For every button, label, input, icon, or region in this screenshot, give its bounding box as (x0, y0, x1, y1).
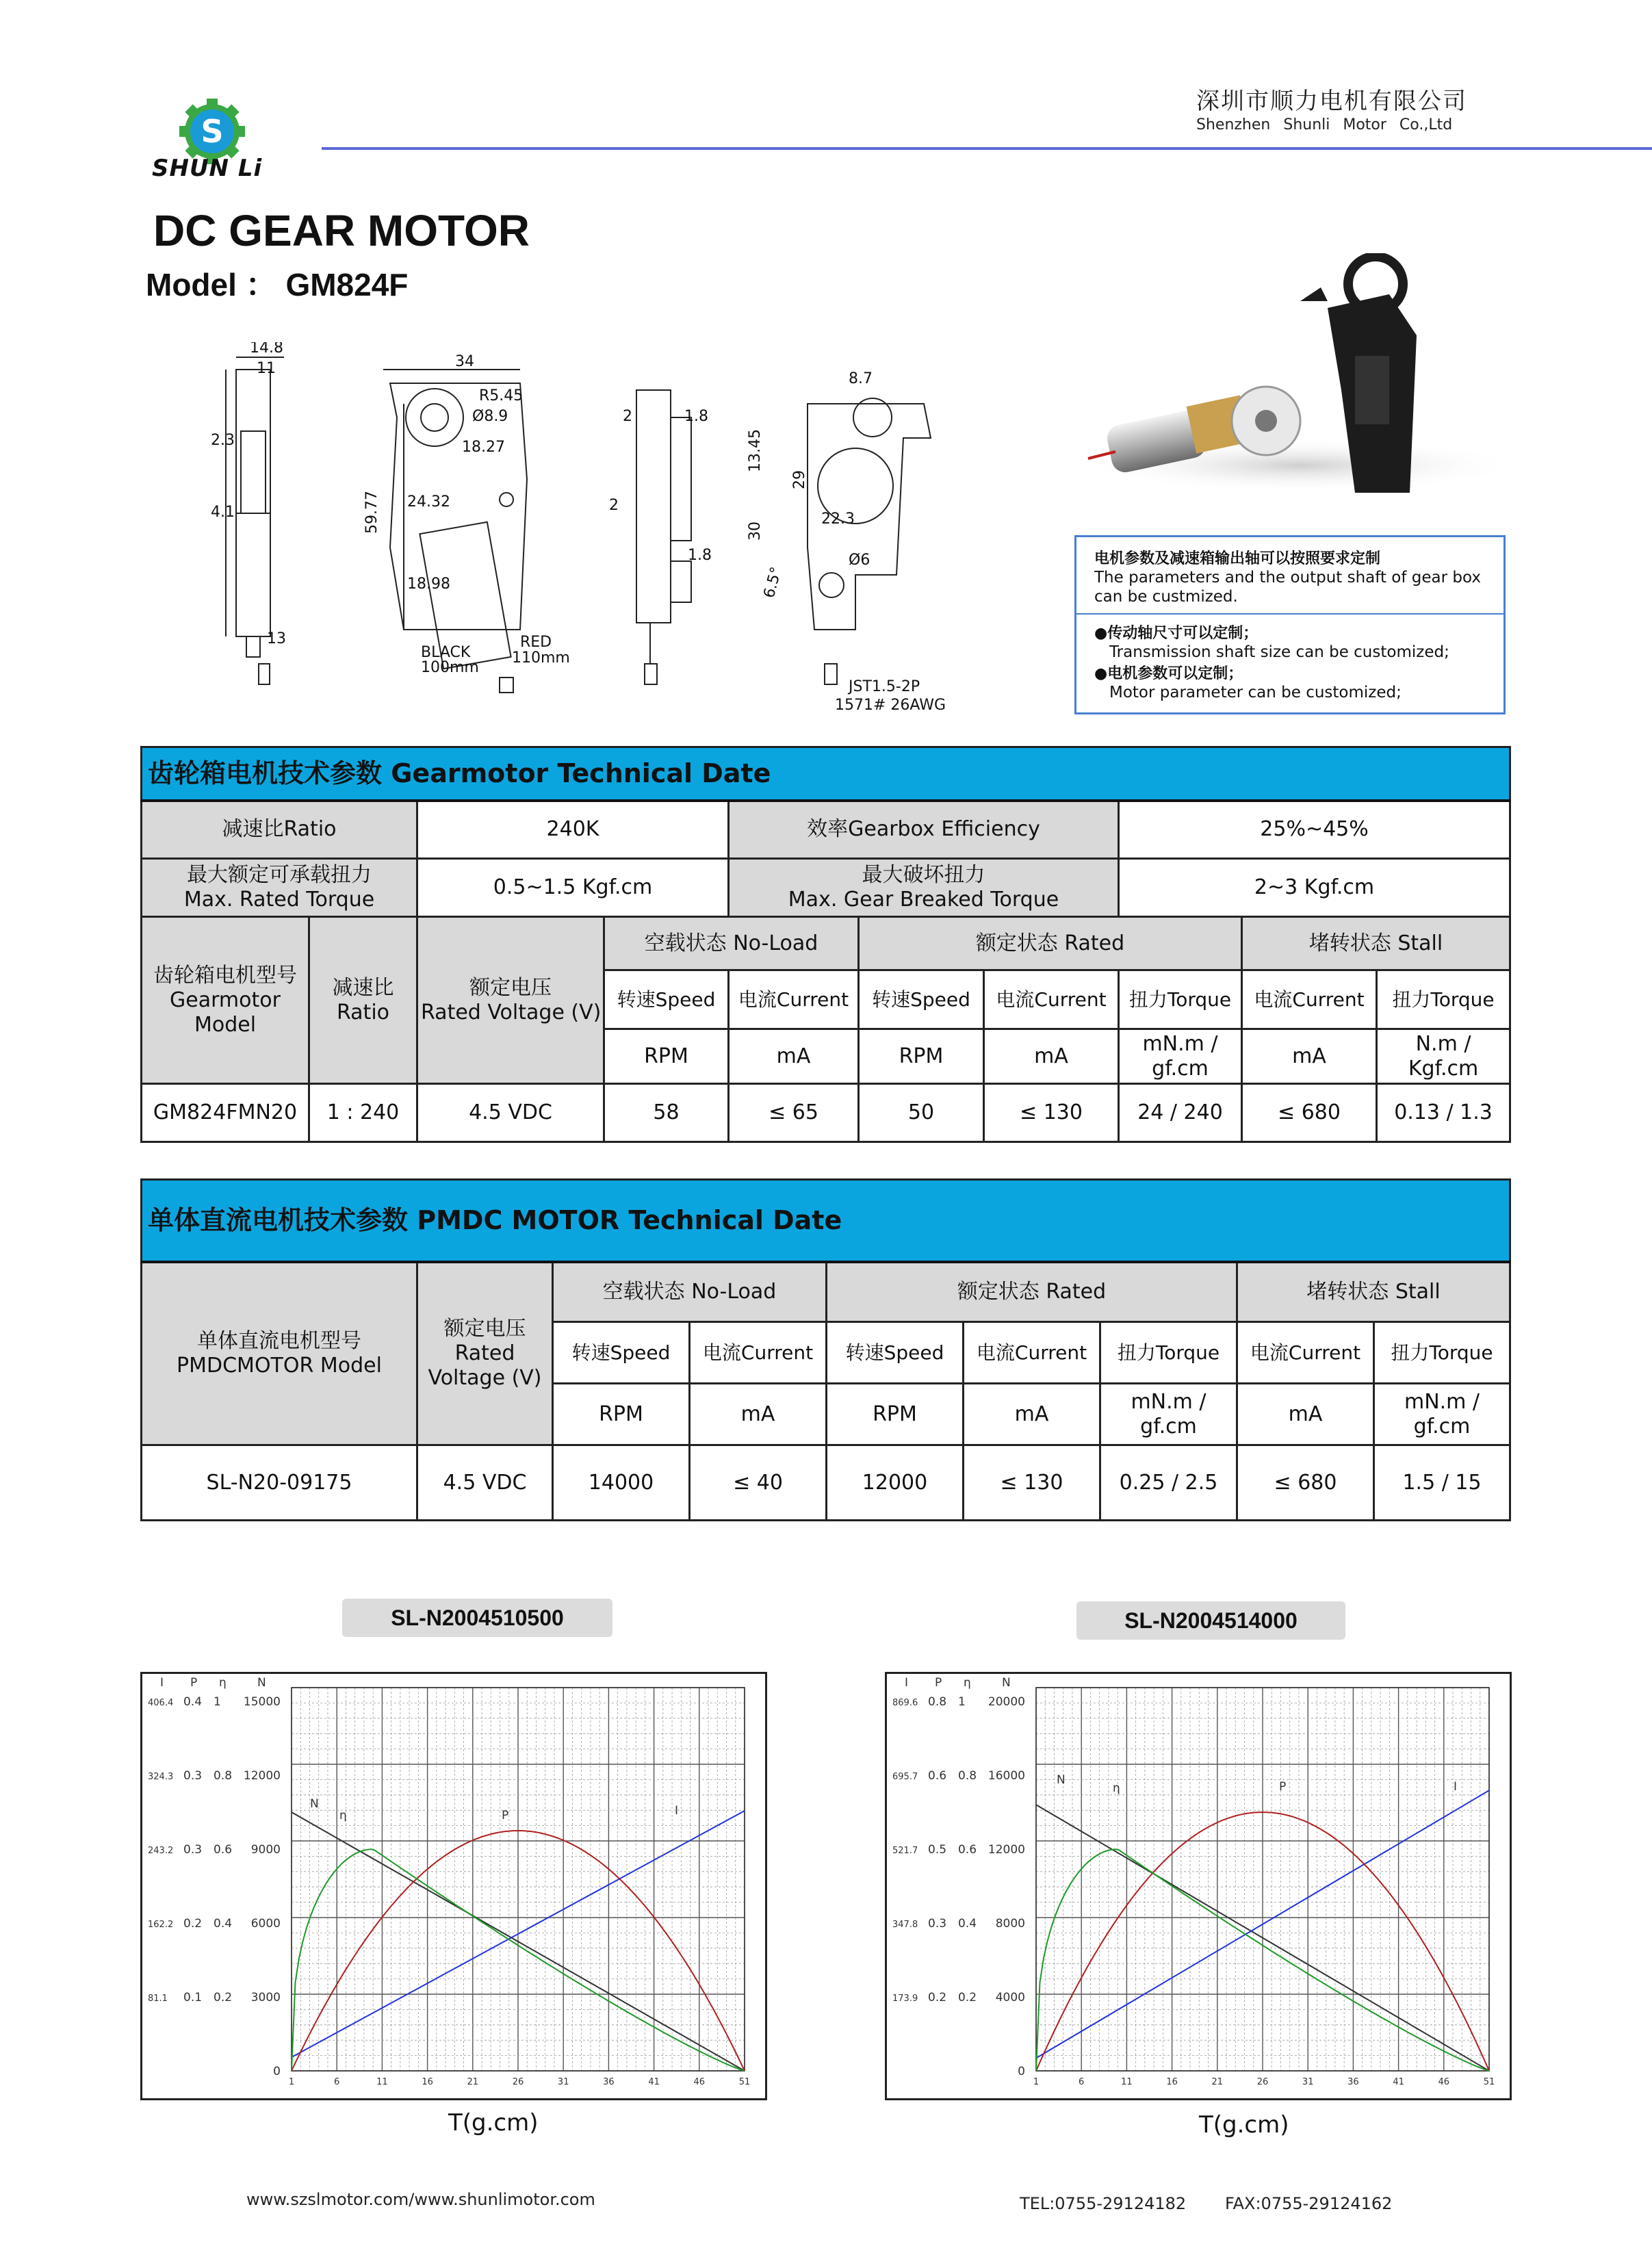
y-tick-label: 0.4 (183, 1695, 203, 1709)
y-tick-label: 0.6 (214, 1843, 233, 1857)
ratio-header: 减速比 Ratio (309, 917, 417, 1084)
x-tick-label: 16 (1166, 2077, 1178, 2087)
gearmotor-model-header: 齿轮箱电机型号 Gearmotor Model (142, 917, 309, 1084)
svg-text:1.8: 1.8 (684, 408, 708, 425)
svg-text:29: 29 (791, 470, 808, 489)
unit-ma: mA (690, 1384, 827, 1445)
unit-ma: mA (729, 1029, 859, 1084)
y-tick-label: 1 (214, 1695, 221, 1709)
y-axis-header: P (190, 1676, 198, 1690)
pmdc-voltage-header: 额定电压 Rated Voltage (V) (417, 1262, 553, 1445)
cell-ratio: 1 : 240 (309, 1084, 417, 1142)
cell-stall-torque: 0.13 / 1.3 (1377, 1084, 1510, 1142)
notice-line-1-cn: 电机参数及减速箱输出轴可以按照要求定制 (1094, 550, 1381, 567)
model-line: Model ： GM824F (146, 267, 409, 302)
rated-torque-label: 最大额定可承载扭力 Max. Rated Torque (142, 859, 417, 917)
chart-1-xlabel: T(g.cm) (448, 2109, 539, 2137)
chart-2-plot (887, 1674, 1510, 2098)
svg-text:13.45: 13.45 (747, 429, 764, 472)
gearmotor-table-title: 齿轮箱电机技术参数 Gearmotor Technical Date (142, 747, 1510, 801)
x-tick-label: 6 (334, 2077, 340, 2087)
cell-rated-torque: 0.25 / 2.5 (1100, 1445, 1237, 1521)
cell-stall-current: ≤ 680 (1237, 1445, 1374, 1521)
x-tick-label: 46 (693, 2077, 706, 2087)
efficiency-value: 25%~45% (1119, 801, 1510, 859)
series-label: P (1279, 1780, 1287, 1794)
chart-1-plot (142, 1674, 765, 2098)
y-tick-label: 0.6 (958, 1843, 977, 1857)
svg-text:30: 30 (747, 521, 764, 541)
chart-1 (140, 1672, 767, 2100)
unit-rpm: RPM (859, 1029, 984, 1084)
cell-noload-speed: 14000 (553, 1445, 690, 1521)
y-tick-label: 869.6 (892, 1698, 918, 1708)
cell-noload-speed: 58 (604, 1084, 729, 1142)
y-tick-label: 162.2 (148, 1920, 174, 1930)
pmdc-model-header: 单体直流电机型号 PMDCMOTOR Model (142, 1262, 417, 1445)
y-tick-label: 20000 (988, 1695, 1025, 1709)
y-tick-label: 3000 (250, 1991, 281, 2004)
y-tick-label: 0.2 (214, 1991, 233, 2004)
y-tick-label: 81.1 (148, 1994, 168, 2004)
stall-header: 堵转状态 Stall (1242, 917, 1510, 970)
svg-text:2: 2 (609, 497, 619, 514)
unit-ma: mA (1237, 1384, 1374, 1445)
unit-rpm: RPM (604, 1029, 729, 1084)
svg-text:22.3: 22.3 (821, 511, 855, 528)
series-label: P (502, 1809, 509, 1822)
y-tick-label: 15000 (243, 1695, 281, 1709)
svg-text:1571# 26AWG: 1571# 26AWG (835, 697, 946, 714)
y-tick-label: 0.8 (958, 1769, 977, 1783)
break-torque-label: 最大破坏扭力 Max. Gear Breaked Torque (729, 859, 1119, 917)
x-tick-label: 1 (1033, 2077, 1040, 2087)
notice-line-2-en: Transmission shaft size can be customized; (1109, 643, 1449, 661)
y-tick-label: 16000 (988, 1769, 1025, 1783)
noload-current-header: 电流Current (729, 970, 859, 1029)
cell-stall-torque: 1.5 / 15 (1374, 1445, 1510, 1521)
series-label: I (1454, 1780, 1458, 1794)
unit-ma: mA (1242, 1029, 1377, 1084)
pmdc-stall-header: 堵转状态 Stall (1237, 1262, 1510, 1322)
series-label: N (1057, 1773, 1066, 1787)
y-tick-label: 0.6 (928, 1769, 947, 1783)
pmdc-rated-speed-header: 转速Speed (827, 1322, 964, 1384)
y-tick-label: 695.7 (892, 1772, 918, 1782)
table-row (142, 1084, 1510, 1142)
y-tick-label: 0.3 (928, 1917, 947, 1931)
pmdc-rated-current-header: 电流Current (964, 1322, 1100, 1384)
svg-text:24.32: 24.32 (407, 493, 450, 511)
cell-rated-current: ≤ 130 (984, 1084, 1119, 1142)
pmdc-noload-current-header: 电流Current (690, 1322, 827, 1384)
y-tick-label: 0.2 (183, 1917, 203, 1931)
y-tick-label: 0.8 (214, 1769, 233, 1783)
y-tick-label: 12000 (988, 1843, 1025, 1857)
series-label: η (339, 1809, 347, 1822)
unit-mnm: mN.m / gf.cm (1100, 1384, 1237, 1445)
y-tick-label: 0.3 (183, 1769, 203, 1783)
unit-ma: mA (984, 1029, 1119, 1084)
y-tick-label: 8000 (995, 1917, 1025, 1931)
x-tick-label: 21 (467, 2077, 479, 2087)
x-tick-label: 31 (1302, 2077, 1314, 2087)
efficiency-label: 效率Gearbox Efficiency (729, 801, 1119, 859)
x-tick-label: 41 (1393, 2077, 1404, 2087)
pmdc-stall-current-header: 电流Current (1237, 1322, 1374, 1384)
noload-speed-header: 转速Speed (604, 970, 729, 1029)
rated-header: 额定状态 Rated (859, 917, 1242, 970)
customization-notice (1074, 535, 1506, 714)
y-tick-label: 347.8 (892, 1920, 918, 1930)
x-tick-label: 31 (557, 2077, 569, 2087)
footer-tel: TEL:0755-29124182 (1020, 2194, 1187, 2213)
cell-noload-current: ≤ 65 (729, 1084, 859, 1142)
table-row (142, 1445, 1510, 1521)
series-label: N (310, 1797, 319, 1811)
svg-text:18.27: 18.27 (462, 439, 505, 456)
x-tick-label: 21 (1211, 2077, 1224, 2087)
cell-rated-current: ≤ 130 (964, 1445, 1100, 1521)
company-name-cn: 深圳市顺力电机有限公司 (1196, 88, 1467, 115)
y-tick-label: 0.3 (183, 1843, 203, 1857)
y-tick-label: 12000 (243, 1769, 281, 1783)
svg-text:8.7: 8.7 (849, 370, 873, 387)
y-tick-label: 1 (958, 1695, 966, 1709)
series-label: η (1113, 1781, 1120, 1795)
y-tick-label: 173.9 (892, 1994, 918, 2004)
x-tick-label: 16 (422, 2077, 433, 2087)
front-view-drawing (363, 353, 570, 693)
y-axis-header: η (964, 1676, 971, 1690)
side-view-drawing (211, 342, 286, 684)
y-axis-header: I (905, 1676, 909, 1690)
x-tick-label: 1 (288, 2077, 295, 2087)
x-tick-label: 11 (376, 2077, 388, 2087)
end-view-drawing (609, 390, 712, 684)
x-tick-label: 26 (1256, 2077, 1269, 2087)
rated-torque-value: 0.5~1.5 Kgf.cm (417, 859, 729, 917)
svg-text:BLACK: BLACK (421, 644, 471, 661)
unit-mnm: mN.m / gf.cm (1119, 1029, 1242, 1084)
svg-text:4.1: 4.1 (211, 504, 235, 521)
logo-text: SHUN Li (152, 155, 263, 182)
cell-rated-torque: 24 / 240 (1119, 1084, 1242, 1142)
pmdc-table-title: 单体直流电机技术参数 PMDC MOTOR Technical Date (142, 1180, 1510, 1262)
y-tick-label: 0.5 (928, 1843, 947, 1857)
pmdc-rated-header: 额定状态 Rated (827, 1262, 1237, 1322)
pmdc-stall-torque-header: 扭力Torque (1374, 1322, 1510, 1384)
dimension-drawings (198, 342, 951, 725)
page-title: DC GEAR MOTOR (153, 206, 530, 255)
svg-text:S: S (201, 113, 224, 150)
y-tick-label: 406.4 (148, 1698, 174, 1708)
svg-text:6.5°: 6.5° (760, 565, 786, 600)
y-tick-label: 324.3 (148, 1772, 174, 1782)
y-axis-header: I (160, 1676, 164, 1690)
pmdc-noload-header: 空载状态 No-Load (553, 1262, 827, 1322)
unit-nm: N.m / Kgf.cm (1377, 1029, 1510, 1084)
y-tick-label: 0.1 (183, 1991, 203, 2004)
ratio-value: 240K (417, 801, 729, 859)
svg-text:Ø6: Ø6 (849, 552, 870, 569)
rated-torque-header: 扭力Torque (1119, 970, 1242, 1029)
chart-2-title: SL-N2004514000 (1076, 1601, 1345, 1640)
pmdc-rated-torque-header: 扭力Torque (1100, 1322, 1237, 1384)
unit-rpm: RPM (553, 1384, 690, 1445)
company-name-en: Shenzhen Shunli Motor Co.,Ltd (1196, 116, 1453, 133)
back-view-drawing (747, 370, 946, 714)
svg-text:34: 34 (455, 353, 474, 370)
grid (292, 1688, 745, 2071)
cell-rated-speed: 12000 (827, 1445, 964, 1521)
y-tick-label: 9000 (250, 1843, 281, 1857)
x-tick-label: 36 (603, 2077, 615, 2087)
pmdc-noload-speed-header: 转速Speed (553, 1322, 690, 1384)
y-tick-label: 0 (273, 2065, 281, 2078)
y-tick-label: 6000 (250, 1917, 281, 1931)
svg-text:2: 2 (623, 408, 632, 425)
svg-text:RED: RED (520, 634, 552, 651)
grid (1036, 1688, 1489, 2071)
x-tick-label: 46 (1438, 2077, 1450, 2087)
stall-torque-header: 扭力Torque (1377, 970, 1510, 1029)
svg-text:14.8: 14.8 (250, 342, 283, 357)
rated-current-header: 电流Current (984, 970, 1119, 1029)
footer-website[interactable]: www.szslmotor.com/www.shunlimotor.com (246, 2190, 595, 2209)
cell-noload-current: ≤ 40 (690, 1445, 827, 1521)
x-tick-label: 51 (738, 2077, 751, 2087)
svg-text:R5.45: R5.45 (479, 387, 524, 404)
notice-line-1-en: The parameters and the output shaft of gear box can be custmized. (1094, 569, 1481, 606)
unit-ma: mA (964, 1384, 1100, 1445)
svg-text:JST1.5-2P: JST1.5-2P (849, 678, 920, 695)
break-torque-value: 2~3 Kgf.cm (1119, 859, 1510, 917)
x-tick-label: 11 (1121, 2077, 1133, 2087)
y-axis-header: η (219, 1676, 227, 1690)
y-tick-label: 0.8 (928, 1695, 947, 1709)
footer-fax: FAX:0755-29124162 (1225, 2194, 1393, 2213)
y-tick-label: 0.4 (958, 1917, 977, 1931)
cell-stall-current: ≤ 680 (1242, 1084, 1377, 1142)
svg-text:110mm: 110mm (512, 649, 570, 667)
notice-line-2-cn: ●传动轴尺寸可以定制； (1094, 625, 1259, 642)
unit-mnm: mN.m / gf.cm (1374, 1384, 1510, 1445)
cell-voltage: 4.5 VDC (417, 1445, 553, 1521)
x-tick-label: 36 (1347, 2077, 1359, 2087)
y-tick-label: 0.2 (928, 1991, 947, 2004)
svg-text:1.8: 1.8 (688, 547, 712, 564)
svg-text:18.98: 18.98 (407, 576, 450, 593)
product-photo (1068, 253, 1574, 506)
y-axis-header: P (935, 1676, 942, 1690)
y-axis-header: N (257, 1676, 266, 1690)
y-tick-label: 0 (1018, 2065, 1025, 2078)
svg-text:59.77: 59.77 (363, 491, 380, 534)
rated-speed-header: 转速Speed (859, 970, 984, 1029)
chart-1-title: SL-N2004510500 (342, 1599, 612, 1637)
y-axis-header: N (1002, 1676, 1011, 1690)
cell-model: GM824FMN20 (142, 1084, 309, 1142)
svg-text:Ø8.9: Ø8.9 (472, 408, 508, 425)
svg-text:13: 13 (267, 630, 286, 647)
cell-rated-speed: 50 (859, 1084, 984, 1142)
series-label: I (675, 1804, 679, 1818)
noload-header: 空载状态 No-Load (604, 917, 859, 970)
ratio-label: 减速比Ratio (142, 801, 417, 859)
rated-voltage-header: 额定电压 Rated Voltage (V) (417, 917, 604, 1084)
gearmotor-spec-table (140, 746, 1511, 1143)
x-tick-label: 51 (1483, 2077, 1495, 2087)
svg-text:2.3: 2.3 (211, 432, 235, 449)
notice-line-3-cn: ●电机参数可以定制； (1094, 665, 1243, 682)
header-divider (322, 147, 1652, 150)
cell-voltage: 4.5 VDC (417, 1084, 604, 1142)
y-tick-label: 4000 (995, 1991, 1025, 2004)
svg-text:100mm: 100mm (421, 659, 479, 676)
chart-2 (885, 1672, 1512, 2100)
y-tick-label: 521.7 (892, 1846, 918, 1856)
x-tick-label: 26 (512, 2077, 524, 2087)
y-tick-label: 0.4 (214, 1917, 233, 1931)
unit-rpm: RPM (827, 1384, 964, 1445)
pmdc-spec-table (140, 1178, 1511, 1521)
x-tick-label: 6 (1079, 2077, 1085, 2087)
y-tick-label: 243.2 (148, 1846, 174, 1856)
cell-model: SL-N20-09175 (142, 1445, 417, 1521)
chart-2-xlabel: T(g.cm) (1199, 2111, 1289, 2139)
x-tick-label: 41 (648, 2077, 660, 2087)
stall-current-header: 电流Current (1242, 970, 1377, 1029)
notice-line-3-en: Motor parameter can be customized; (1109, 684, 1402, 701)
svg-text:11: 11 (257, 360, 276, 377)
y-tick-label: 0.2 (958, 1991, 977, 2004)
